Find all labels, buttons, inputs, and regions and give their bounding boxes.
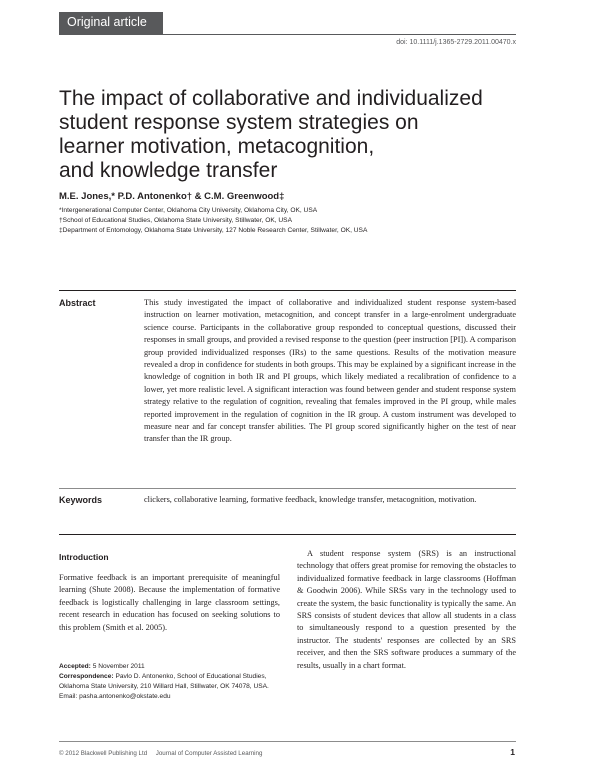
page-number: 1: [510, 747, 515, 757]
introduction-col2: A student response system (SRS) is an instructional technology that offers great promise for removing the obstacles to individualized formative feedback in large classrooms (Hoffman & Goodwin 2006). While SRSs vary in the technology used to create the system, the basic functionality is typically the same. An SRS consists of student devices that allow all students in a class to simultaneously respond to a question presented by the instructor. The students' responses are collected by an SRS receiver, and then the SRS software produces a summary of the results, usually in a chart format.: [297, 549, 516, 670]
abstract-label: Abstract: [59, 298, 96, 308]
correspondence-label: Correspondence:: [59, 673, 114, 680]
abstract-bottom-rule: [59, 534, 516, 535]
keywords-label: Keywords: [59, 495, 103, 505]
title-line: and knowledge transfer: [59, 159, 278, 182]
accepted-label: Accepted:: [59, 663, 91, 670]
affiliation: ‡Department of Entomology, Oklahoma State University, 127 Noble Research Center, Stillwater, OK, USA: [59, 227, 368, 234]
footer-journal: Journal of Computer Assisted Learning: [155, 750, 263, 757]
introduction-col1: Formative feedback is an important prerequisite of meaningful learning (Shute 2008). Because the implementation of formative feedback is logistically challenging in large classroom settings, recent research in education has focused on seeking solutions to this problem (Smith et al. 2005).: [59, 573, 280, 632]
keywords-text: clickers, collaborative learning, formative feedback, knowledge transfer, metacognition, motivation.: [144, 495, 477, 504]
abstract-text: This study investigated the impact of collaborative and individualized student response system-based instruction on learner motivation, metacognition, and concept transfer in a large-enrolment undergraduate science course. Participants in the collaborative group responded to conceptual questions, discussed their responses in small groups, and provided a revised response to the question (peer instruction [PI]). A comparison group provided individualized responses (IRs) to the same questions. Results of the motivation measure revealed a drop in confidence for students in both groups. This may be explained by a significant increase in the knowledge of cognition in both IR and PI groups, which likely mediated a recalibration of confidence to a lower, yet more realistic level. A significant interaction was found between gender and student response system strategy relative to the regulation of cognition, revealing that females improved in the PI group, while males reported improvement in the regulation of cognition in the IR group. A custom instrument was developed to measure near and far concept transfer abilities. The PI group scored significantly higher on the test of near transfer than the IR group.: [144, 298, 516, 444]
title-line: student response system strategies on: [59, 111, 419, 134]
affiliation: †School of Educational Studies, Oklahoma State University, Stillwater, OK, USA: [59, 217, 292, 224]
affiliation: *Intergenerational Computer Center, Oklahoma City University, Oklahoma City, OK, USA: [59, 207, 318, 214]
article-title: [59, 87, 529, 183]
title-line: The impact of collaborative and individualized: [59, 87, 483, 110]
doi: doi: 10.1111/j.1365-2729.2011.00470.x: [396, 39, 516, 46]
section-tag: [59, 12, 163, 34]
accepted-line: [59, 662, 280, 672]
footer-text: [59, 750, 262, 757]
introduction-heading: Introduction: [59, 552, 109, 562]
correspondence-block: [59, 662, 280, 702]
abstract-top-rule: [59, 290, 516, 291]
title-line: learner motivation, metacognition,: [59, 135, 375, 158]
author-list: M.E. Jones,* P.D. Antonenko† & C.M. Greenwood‡: [59, 191, 285, 202]
footer-rule: [59, 741, 516, 742]
correspondence-value: Pavlo D. Antonenko, School of Educational Studies, Oklahoma State University, 210 Willard Hall, Stillwater, OK 74078, USA. Email: pasha.antonenko@okstate.edu: [59, 673, 269, 700]
footer-publisher: © 2012 Blackwell Publishing Ltd: [59, 750, 148, 757]
correspondence-line: [59, 672, 280, 702]
keywords-rule: [59, 488, 516, 489]
section-tag-label: Original article: [67, 15, 147, 29]
accepted-value: 5 November 2011: [92, 663, 145, 670]
header-rule: [59, 34, 516, 35]
